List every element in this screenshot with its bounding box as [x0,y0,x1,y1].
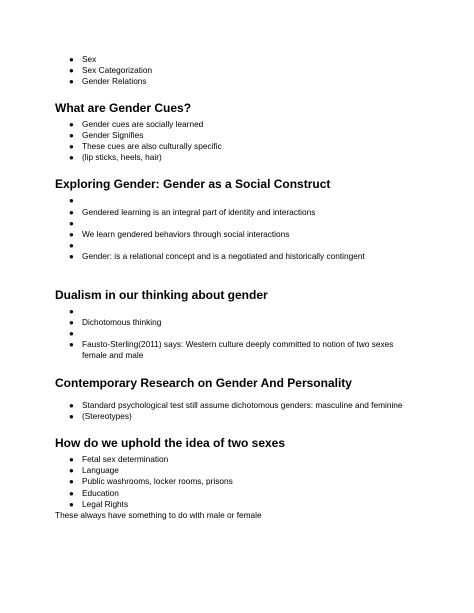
bullet-icon: ● [69,119,74,129]
list-item: ● Gender Signifies [69,129,144,140]
bullet-icon: ● [69,55,74,64]
dualism-section [55,288,455,362]
bullet-icon: ● [69,130,74,140]
contemporary-section [55,376,455,422]
bullet-icon: ● [69,454,74,464]
bullet-icon: ● [69,77,74,87]
section-heading: What are Gender Cues? [55,100,192,115]
list-item: ● (Stereotypes) [69,410,132,421]
bullet-icon: ● [69,230,74,239]
intro-section [55,54,455,88]
bullet-icon: ● [69,499,74,509]
list-item: ● Sex Categorization [69,65,153,76]
section-heading: Dualism in our thinking about gender [55,287,268,302]
bullet-icon: ● [69,400,74,410]
section-heading: Exploring Gender: Gender as a Social Construct [55,177,331,192]
bullet-icon: ● [69,218,74,228]
bullet-icon: ● [69,317,74,327]
dualism-list [55,306,455,362]
list-item: ● Standard psychological test still assume dichotomous genders: masculine and feminine [69,399,403,410]
bullet-icon: ● [69,241,74,251]
bullet-icon: ● [69,477,74,487]
list-item: ● Public washrooms, locker rooms, prisons [69,476,233,487]
list-item [69,306,455,317]
two-sexes-section [55,436,455,521]
list-item: ● We learn gendered behaviors through social interactions [69,229,290,239]
list-item: ● Fausto-Sterling(2011) says: Western culture deeply committed to notion of two sexes female and male [69,339,394,361]
list-item: ● Gender cues are socially learned [69,118,204,129]
list-item: ● Sex [69,54,97,64]
list-item: ● Gendered learning is an integral part of identity and interactions [69,206,316,217]
social-construct-list [55,195,455,262]
bullet-icon: ● [69,207,74,217]
bullet-icon: ● [69,196,74,206]
document-body [55,54,455,521]
list-item: ● Education [69,487,119,498]
list-item: ● Gender: is a relational concept and is a negotiated and historically contingent [69,251,365,262]
bullet-icon: ● [69,66,74,76]
list-item: ● Language [69,465,119,476]
list-item: ● Legal Rights [69,498,129,509]
intro-list [55,54,455,88]
list-item [69,195,455,206]
list-item: ● Gender Relations [69,76,147,87]
gender-cues-section [55,101,455,164]
section-heading: How do we uphold the idea of two sexes [55,435,286,450]
bullet-icon: ● [69,252,74,262]
bullet-icon: ● [69,488,74,498]
bullet-icon: ● [69,340,74,350]
bullet-icon: ● [69,328,74,338]
closing-note: These always have something to do with male or female [55,510,262,520]
list-item: ● Dichotomous thinking [69,316,162,327]
gender-cues-list [55,119,455,164]
list-item: ● These cues are also culturally specific [69,141,222,152]
bullet-icon: ● [69,466,74,476]
list-item [69,240,455,251]
list-item: ● (lip sticks, heels, hair) [69,152,162,163]
list-item [69,328,455,339]
contemporary-list [55,400,455,422]
list-item: ● Fetal sex determination [69,453,169,464]
bullet-icon: ● [69,153,74,163]
bullet-icon: ● [69,306,74,316]
two-sexes-list [55,454,455,510]
list-item [69,218,455,229]
bullet-icon: ● [69,142,74,152]
bullet-icon: ● [69,411,74,421]
social-construct-section [55,177,455,262]
section-heading: Contemporary Research on Gender And Personality [55,375,352,390]
